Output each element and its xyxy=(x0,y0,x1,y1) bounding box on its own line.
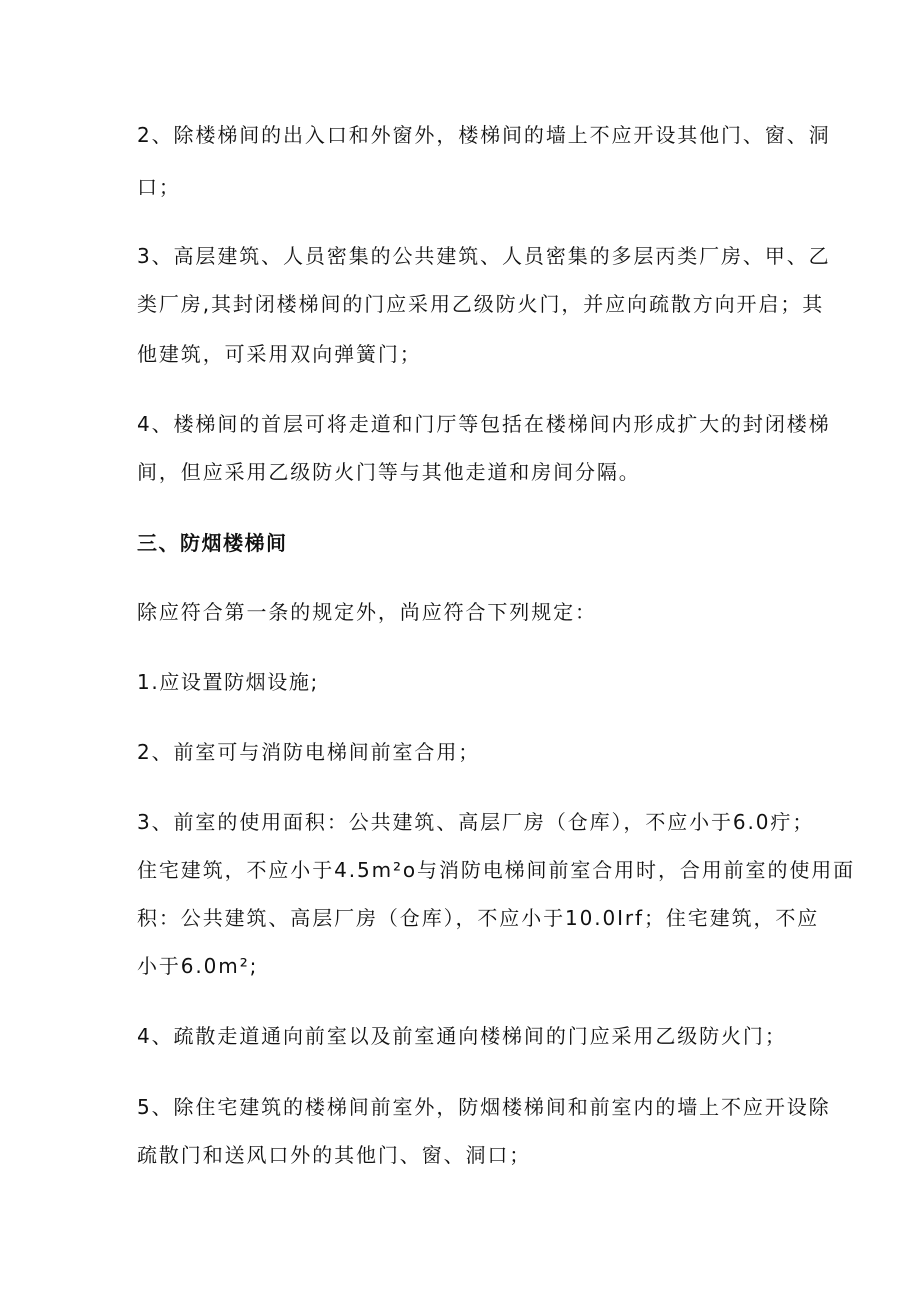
text-line: 间，但应采用乙级防火门等与其他走道和房间分隔。 xyxy=(137,460,641,484)
section-heading: 三、防烟楼梯间 xyxy=(137,531,288,555)
text-line: 类厂房,其封闭楼梯间的门应采用乙级防火门，并应向疏散方向开启；其 xyxy=(137,292,825,316)
text-line: 除应符合第一条的规定外，尚应符合下列规定： xyxy=(137,600,597,624)
text-line: 住宅建筑，不应小于4.5m²o与消防电梯间前室合用时，合用前室的使用面 xyxy=(137,858,856,882)
text-line: 疏散门和送风口外的其他门、窗、洞口； xyxy=(137,1143,532,1167)
text-line: 5、除住宅建筑的楼梯间前室外，防烟楼梯间和前室内的墙上不应开设除 xyxy=(137,1095,831,1119)
text-line: 4、疏散走道通向前室以及前室通向楼梯间的门应采用乙级防火门； xyxy=(137,1024,787,1048)
text-line: 2、前室可与消防电梯间前室合用； xyxy=(137,740,481,764)
text-line: 小于6.0m²; xyxy=(137,954,259,978)
text-line: 4、楼梯间的首层可将走道和门厅等包括在楼梯间内形成扩大的封闭楼梯 xyxy=(137,412,831,436)
text-line: 3、高层建筑、人员密集的公共建筑、人员密集的多层丙类厂房、甲、乙 xyxy=(137,244,831,268)
text-line: 2、除楼梯间的出入口和外窗外，楼梯间的墙上不应开设其他门、窗、洞 xyxy=(137,123,831,147)
text-line: 3、前室的使用面积：公共建筑、高层厂房（仓库），不应小于6.0疔； xyxy=(137,810,815,834)
text-line: 口； xyxy=(137,175,181,199)
text-line: 1.应设置防烟设施; xyxy=(137,670,319,694)
text-line: 他建筑，可采用双向弹簧门； xyxy=(137,342,422,366)
text-line: 积：公共建筑、高层厂房（仓库），不应小于10.0Irf；住宅建筑，不应 xyxy=(137,906,820,930)
